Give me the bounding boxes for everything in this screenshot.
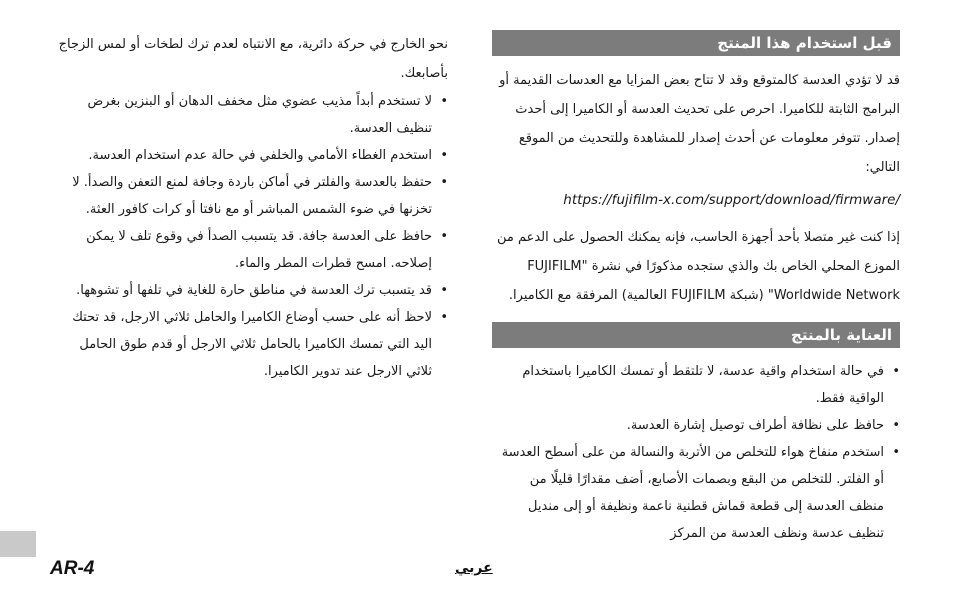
list-item — [50, 277, 448, 304]
thumb-index-tab — [0, 531, 36, 557]
list-item — [50, 304, 448, 385]
bullet-icon: • — [440, 148, 448, 163]
firmware-url-link[interactable]: https://fujifilm-x.com/support/download/firmware/ — [563, 192, 900, 208]
care-bullet-list — [492, 358, 900, 547]
bullet-icon: • — [892, 445, 900, 460]
list-item — [492, 412, 900, 439]
list-item — [50, 142, 448, 169]
bullet-text: لاحظ أنه على حسب أوضاع الكاميرا والحامل ثلاثي الارجل، قد تحتك اليد التي تمسك الكاميرا بالحامل ثلاثي الارجل أو قدم طوق الحامل ثلاثي الارجل عند تدوير الكاميرا. — [72, 310, 432, 379]
paragraph-firmware: قد لا تؤدي العدسة كالمتوقع وقد لا تتاح بعض المزايا مع العدسات القديمة أو البرامج الثابتة للكاميرا. احرص على تحديث العدسة أو الكاميرا إلى أحدث إصدار. تتوفر معلومات عن أحدث إصدار للمشاهدة وللتحديث من الموقع التالي: — [499, 73, 900, 175]
bullet-text: استخدم الغطاء الأمامي والخلفي في حالة عدم استخدام العدسة. — [88, 148, 432, 163]
bullet-icon: • — [440, 175, 448, 190]
bullet-text: في حالة استخدام واقية عدسة، لا تلتقط أو تمسك الكاميرا باستخدام الواقية فقط. — [522, 364, 884, 406]
bullet-icon: • — [440, 283, 448, 298]
language-label: عربي — [455, 560, 493, 576]
bullet-icon: • — [892, 364, 900, 379]
continuation-text: نحو الخارج في حركة دائرية، مع الانتباه لعدم ترك لطخات أو لمس الزجاج بأصابعك. — [58, 37, 448, 81]
bullet-text: حتفظ بالعدسة والفلتر في أماكن باردة وجافة لمنع التعفن والصدأ. لا تخزنها في ضوء الشمس المباشر أو مع نافتا أو كرات كافور العثة. — [72, 175, 432, 217]
bullet-text: حافظ على العدسة جافة. قد يتسبب الصدأ في وقوع تلف لا يمكن إصلاحه. امسح قطرات المطر والماء. — [86, 229, 432, 271]
paragraph-support: إذا كنت غير متصلا بأحد أجهزة الحاسب، فإنه يمكنك الحصول على الدعم من الموزع المحلي الخاص بك والذي ستجده مذكورًا في نشرة "FUJIFILM Worldwide Network" (شبكة FUJIFILM العالمية) المرفقة مع الكاميرا. — [496, 230, 900, 303]
bullet-icon: • — [440, 229, 448, 244]
left-column — [50, 30, 448, 385]
bullet-text: قد يتسبب ترك العدسة في مناطق حارة للغاية في تلفها أو تشوهها. — [76, 283, 432, 298]
list-item — [50, 88, 448, 142]
bullet-icon: • — [892, 418, 900, 433]
bullet-text: لا تستخدم أبداً مذيب عضوي مثل مخفف الدهان أو البنزين بغرض تنظيف العدسة. — [87, 94, 432, 136]
bullet-text: حافظ على نظافة أطراف توصيل إشارة العدسة. — [626, 418, 884, 433]
bullet-text: استخدم منفاخ هواء للتخلص من الأتربة والنسالة من على أسطح العدسة أو الفلتر. للتخلص من البقع وبصمات الأصابع، أضف مقدارًا قليلًا من منظف العدسة إلى قطعة قماش قطنية ناعمة ونظيفة أو إلى منديل تنظيف عدسة ونظف العدسة من المركز — [501, 445, 884, 541]
page-number: AR-4 — [50, 558, 95, 579]
bullet-icon: • — [440, 94, 448, 109]
section-heading-care: العناية بالمنتج — [492, 322, 900, 348]
list-item — [492, 439, 900, 547]
list-item — [50, 169, 448, 223]
care-bullet-list-continued — [50, 88, 448, 385]
list-item — [492, 358, 900, 412]
right-column — [492, 30, 900, 547]
bullet-icon: • — [440, 310, 448, 325]
section-heading-before-use: قبل استخدام هذا المنتج — [492, 30, 900, 56]
list-item — [50, 223, 448, 277]
